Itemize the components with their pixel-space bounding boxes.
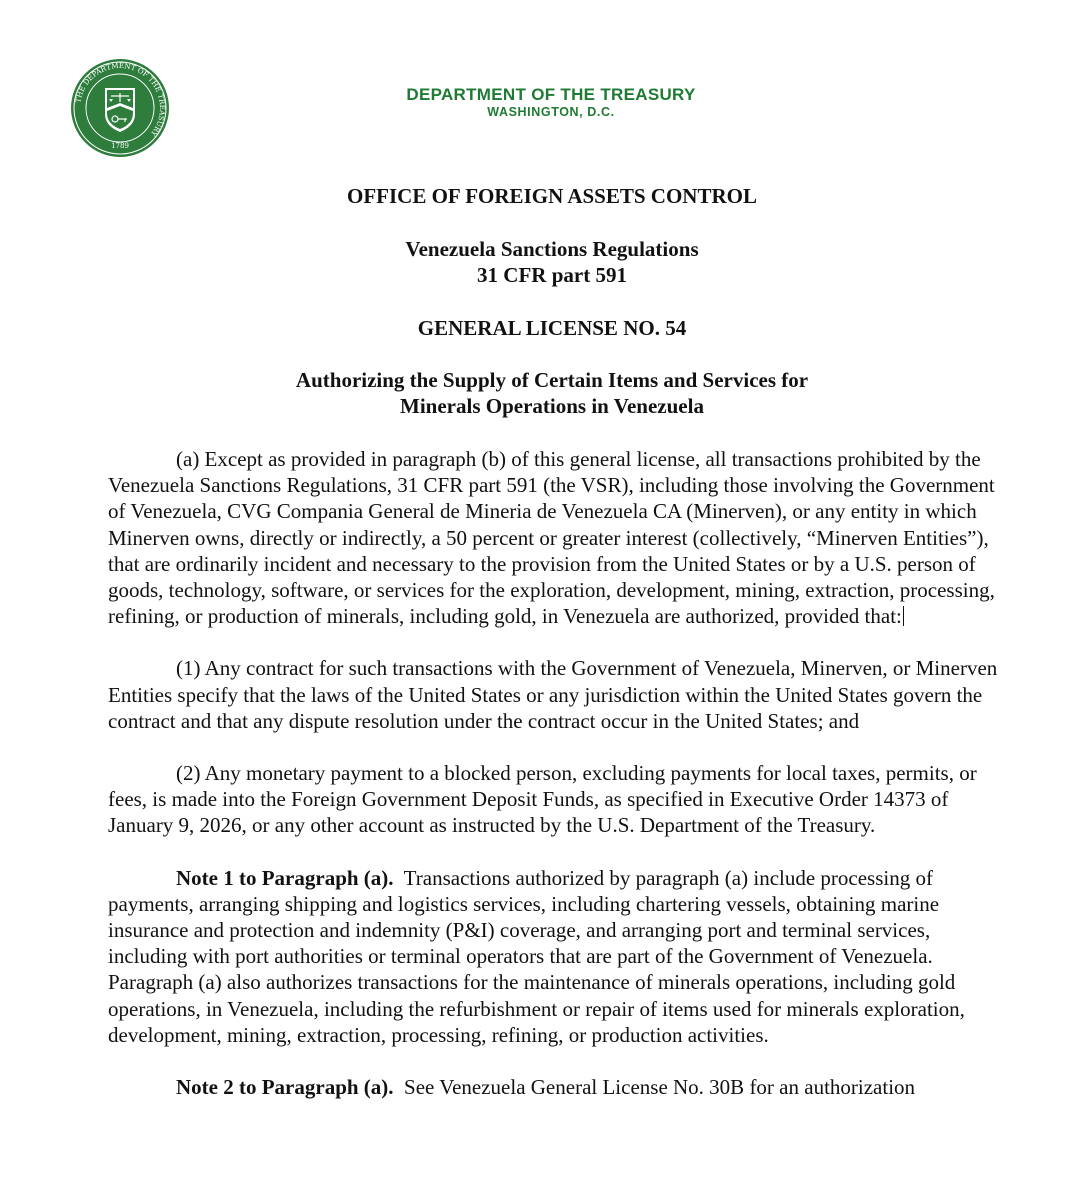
regulations-line-1: Venezuela Sanctions Regulations: [405, 237, 699, 261]
license-body: [108, 446, 1008, 1100]
seal-ring-text: THE DEPARTMENT OF THE TREASURY: [73, 60, 168, 139]
regulations-line-2: 31 CFR part 591: [477, 263, 627, 287]
letterhead: [330, 84, 772, 120]
note-1: [108, 865, 1008, 1048]
note-2-label: Note 2 to Paragraph (a).: [176, 1075, 394, 1100]
note-2-text: See Venezuela General License No. 30B for an authorization: [404, 1075, 916, 1100]
text-cursor: [903, 606, 904, 626]
note-1-text: Transactions authorized by paragraph (a) include processing of payments, arranging shipping and logistics services, including chartering vessels, obtaining marine insurance and protection and indemnity (P&I) coverage, and arranging port and terminal services, including with port authorities or terminal operators that are part of the Government of Venezuela. Paragraph (a) also authorizes transactions for the maintenance of minerals operations, including gold operations, in Venezuela, including the refurbishment or repair of items used for minerals exploration, development, mining, extraction, processing, refining, or production activities.: [108, 865, 965, 1047]
office-title: OFFICE OF FOREIGN ASSETS CONTROL: [347, 184, 757, 208]
letterhead-city: WASHINGTON, D.C.: [487, 105, 615, 119]
paragraph-a-text: (a) Except as provided in paragraph (b) of this general license, all transactions prohibited by the Venezuela Sanctions Regulations, 31 CFR part 591 (the VSR), including those involving the Government of Venezuela, CVG Compania General de Mineria de Venezuela CA (Minerven), or any entity in which Minerven owns, directly or indirectly, a 50 percent or greater interest (collectively, “Minerven Entities”), that are ordinarily incident and necessary to the provision from the United States or by a U.S. person of goods, technology, software, or services for the exploration, development, mining, extraction, processing, refining, or production of minerals, including gold, in Venezuela are authorized, provided that:: [108, 447, 995, 629]
seal-year: 1789: [111, 142, 129, 150]
note-2: [108, 1074, 1008, 1100]
treasury-seal-icon: [70, 58, 170, 158]
subject-line-1: Authorizing the Supply of Certain Items and Services for: [295, 368, 809, 392]
paragraph-a: [108, 446, 1008, 629]
paragraph-a1: (1) Any contract for such transactions with the Government of Venezuela, Minerven, or Minerven Entities specify that the laws of the United States or any jurisdiction within the United States govern the contract and that any dispute resolution under the contract occur in the United States; and: [108, 656, 998, 733]
license-number: GENERAL LICENSE NO. 54: [417, 316, 687, 340]
paragraph-a2: (2) Any monetary payment to a blocked person, excluding payments for local taxes, permits, or fees, is made into the Foreign Government Deposit Funds, as specified in Executive Order 14373 of January 9, 2026, or any other account as instructed by the U.S. Department of the Treasury.: [108, 761, 977, 838]
note-1-label: Note 1 to Paragraph (a).: [176, 865, 394, 890]
subject-line-2: Minerals Operations in Venezuela: [400, 394, 704, 418]
letterhead-department: DEPARTMENT OF THE TREASURY: [406, 85, 696, 104]
